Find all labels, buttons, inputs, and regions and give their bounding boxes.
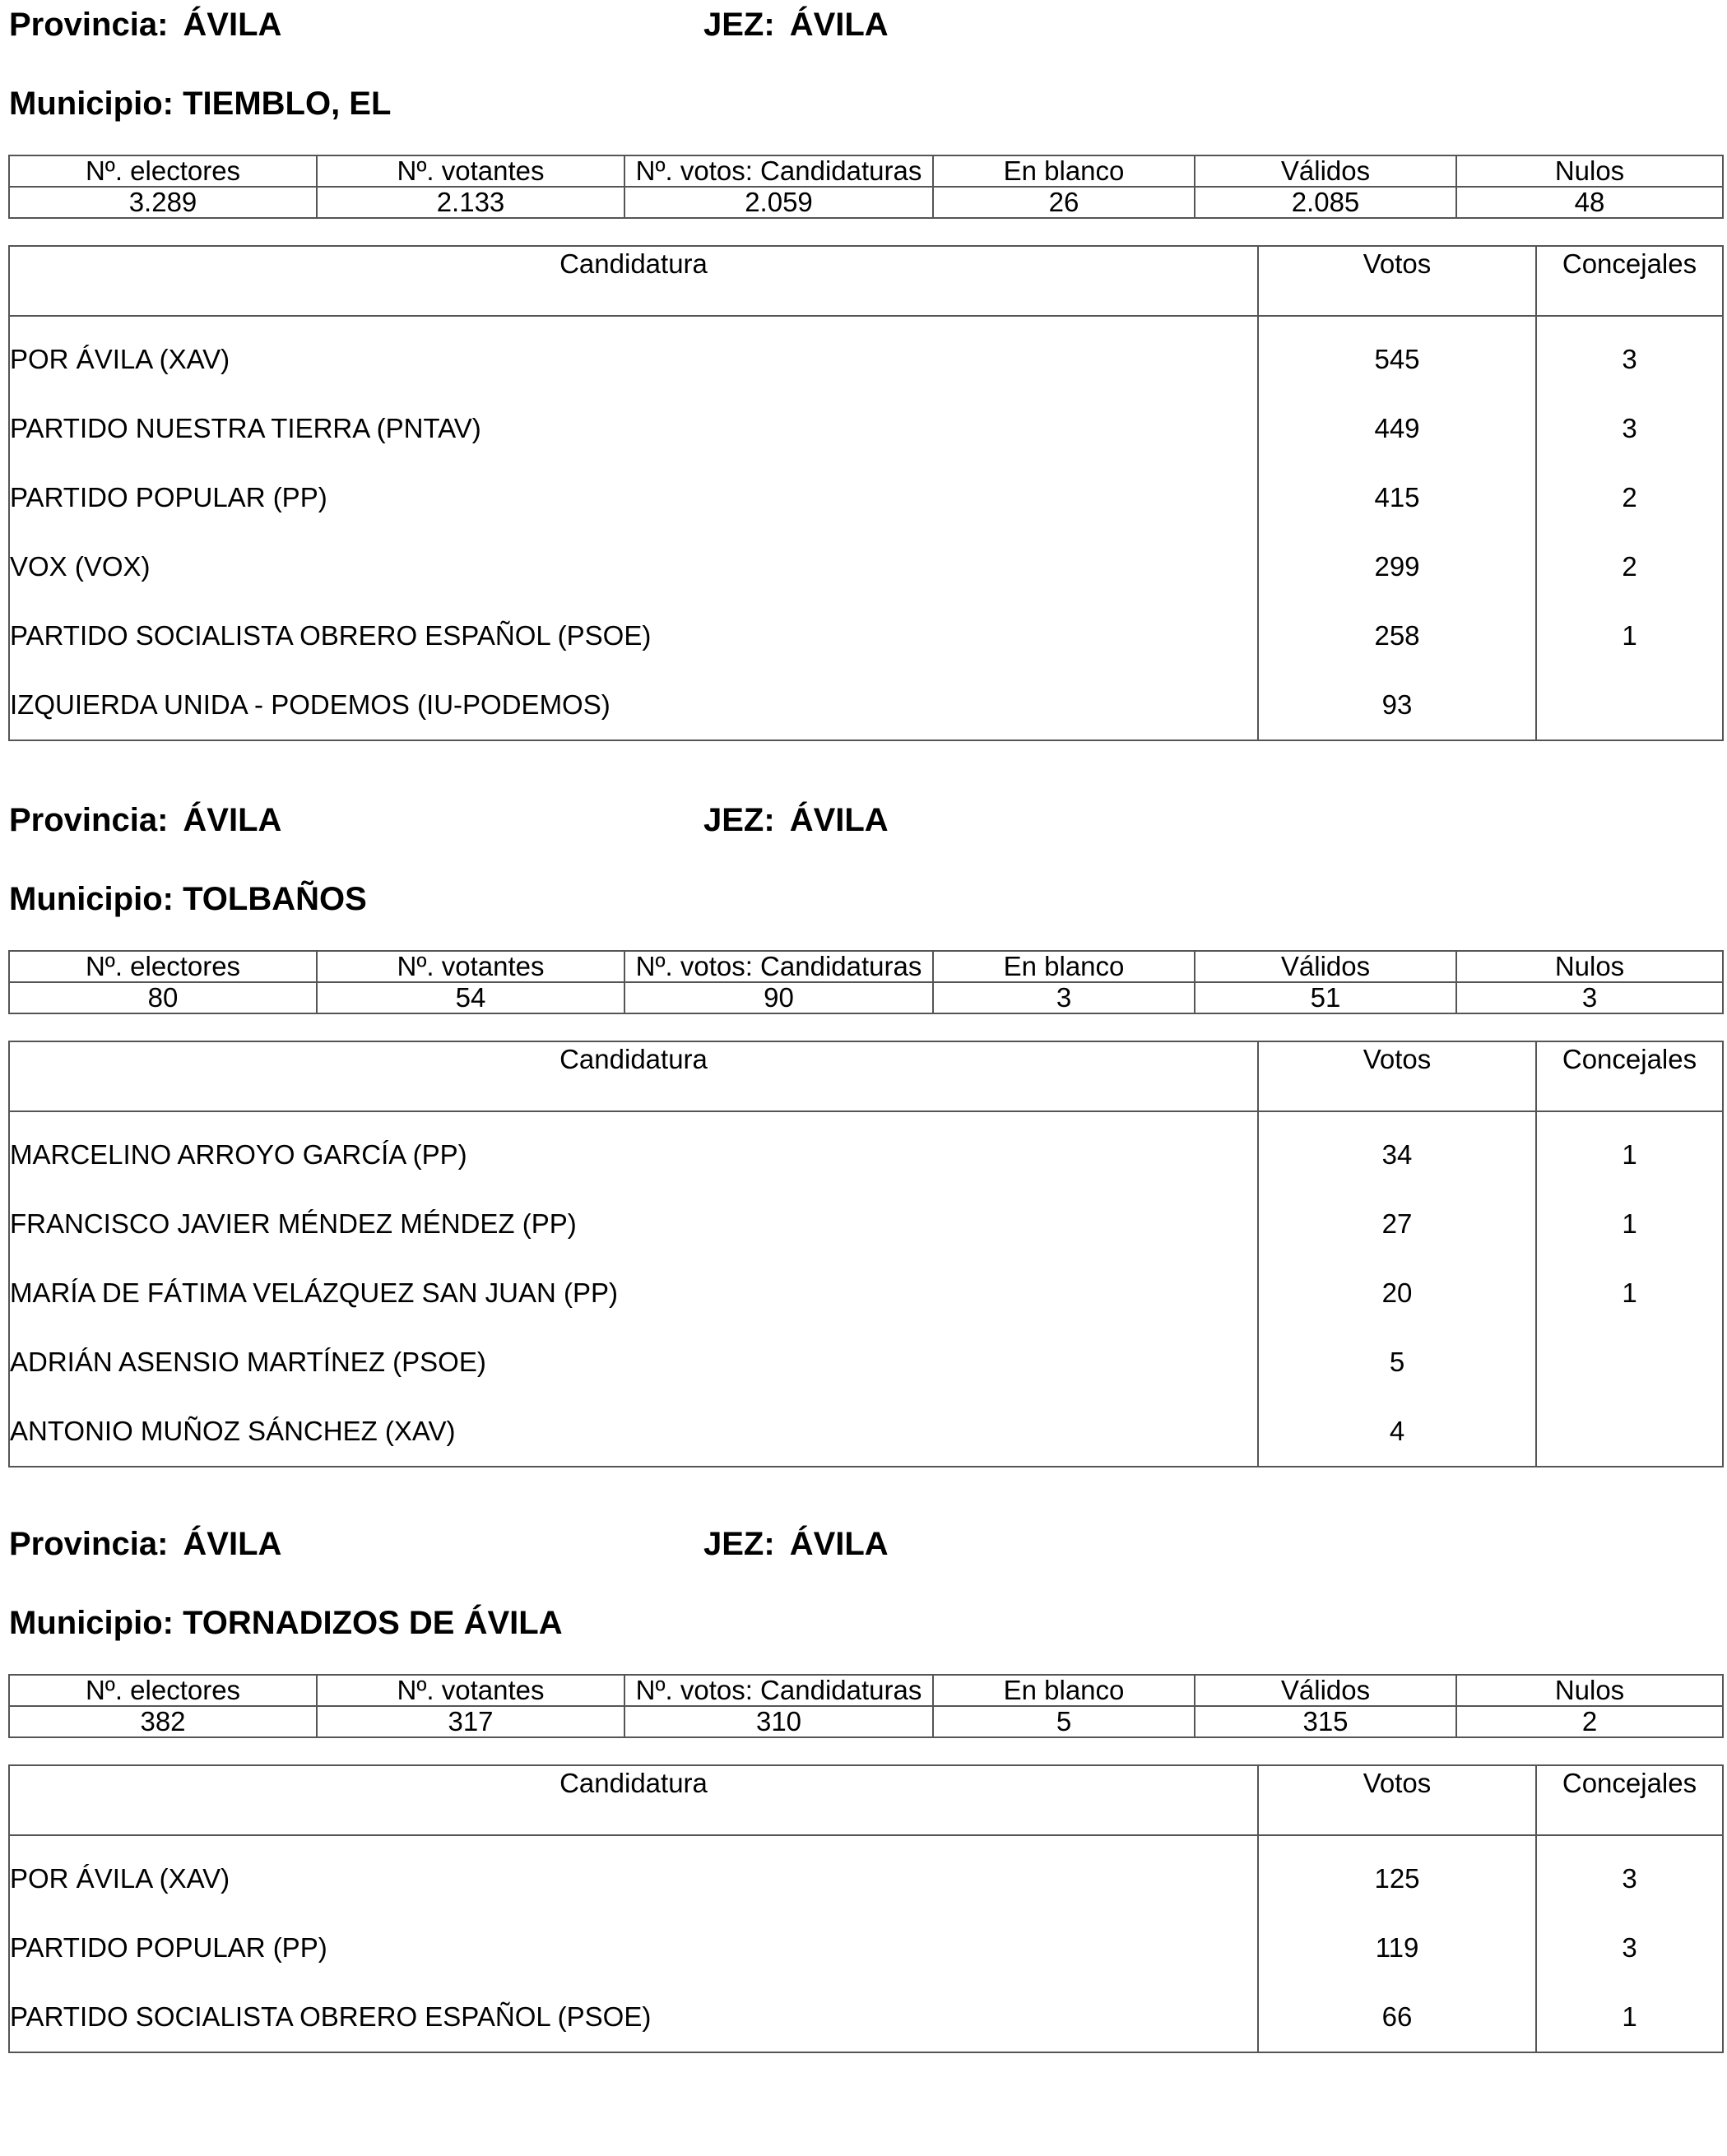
summary-value-row (9, 1706, 1723, 1737)
jez-line (703, 7, 889, 44)
candidatura-name: ADRIÁN ASENSIO MARTÍNEZ (PSOE) (9, 1328, 1258, 1397)
candidatura-name: PARTIDO NUESTRA TIERRA (PNTAV) (9, 394, 1258, 463)
votos-value: 20 (1258, 1259, 1536, 1328)
municipio-label: Municipio: (9, 881, 174, 917)
table-row (9, 670, 1723, 740)
candidatura-header: Candidatura (9, 1765, 1258, 1835)
summary-header: Nulos (1456, 155, 1723, 187)
summary-value: 26 (933, 187, 1195, 218)
concejales-value: 1 (1536, 1120, 1723, 1189)
concejales-value: 2 (1536, 532, 1723, 601)
candidaturas-header-row (9, 1765, 1723, 1835)
votos-value: 299 (1258, 532, 1536, 601)
summary-header: En blanco (933, 155, 1195, 187)
municipio-title (9, 881, 367, 918)
table-row (9, 532, 1723, 601)
summary-header-row (9, 951, 1723, 982)
summary-table (8, 155, 1724, 219)
concejales-header: Concejales (1536, 1765, 1723, 1835)
table-row (9, 1913, 1723, 1982)
summary-value: 3 (933, 982, 1195, 1013)
votos-header: Votos (1258, 1041, 1536, 1111)
concejales-value (1536, 670, 1723, 740)
summary-header: Nº. votantes (317, 155, 624, 187)
concejales-value (1536, 1397, 1723, 1467)
provincia-label: Provincia: (9, 1526, 169, 1562)
table-row (9, 394, 1723, 463)
votos-value: 125 (1258, 1844, 1536, 1913)
summary-value: 2 (1456, 1706, 1723, 1737)
provincia-label: Provincia: (9, 802, 169, 838)
jez-line (703, 802, 889, 839)
summary-value-row (9, 982, 1723, 1013)
table-row (9, 601, 1723, 670)
summary-header: Nº. votos: Candidaturas (624, 951, 933, 982)
concejales-value: 3 (1536, 394, 1723, 463)
summary-header: En blanco (933, 1675, 1195, 1706)
summary-value: 2.059 (624, 187, 933, 218)
votos-value: 4 (1258, 1397, 1536, 1467)
candidatura-name: PARTIDO SOCIALISTA OBRERO ESPAÑOL (PSOE) (9, 1982, 1258, 2052)
provincia-value: ÁVILA (183, 7, 282, 43)
concejales-value: 1 (1536, 1189, 1723, 1259)
concejales-value: 3 (1536, 1844, 1723, 1913)
summary-header: Nulos (1456, 951, 1723, 982)
summary-header: Nº. votos: Candidaturas (624, 155, 933, 187)
candidatura-name: PARTIDO POPULAR (PP) (9, 463, 1258, 532)
votos-header: Votos (1258, 246, 1536, 316)
table-row (9, 1397, 1723, 1467)
table-row (9, 463, 1723, 532)
municipio-label: Municipio: (9, 86, 174, 122)
summary-value-row (9, 187, 1723, 218)
jez-value: ÁVILA (789, 7, 889, 43)
votos-value: 66 (1258, 1982, 1536, 2052)
candidaturas-header-row (9, 246, 1723, 316)
votos-value: 27 (1258, 1189, 1536, 1259)
table-row (9, 1982, 1723, 2052)
summary-value: 315 (1195, 1706, 1456, 1737)
summary-header: Válidos (1195, 1675, 1456, 1706)
votos-value: 5 (1258, 1328, 1536, 1397)
candidatura-name: POR ÁVILA (XAV) (9, 325, 1258, 394)
concejales-value: 3 (1536, 1913, 1723, 1982)
summary-header: Nº. electores (9, 951, 317, 982)
table-row (9, 1844, 1723, 1913)
votos-value: 34 (1258, 1120, 1536, 1189)
candidatura-name: POR ÁVILA (XAV) (9, 1844, 1258, 1913)
concejales-value: 2 (1536, 463, 1723, 532)
table-row (9, 1259, 1723, 1328)
summary-header: Nulos (1456, 1675, 1723, 1706)
municipio-value: TOLBAÑOS (183, 881, 367, 917)
summary-header: Nº. electores (9, 1675, 317, 1706)
candidaturas-table (8, 245, 1724, 741)
provincia-label: Provincia: (9, 7, 169, 43)
candidatura-name: MARCELINO ARROYO GARCÍA (PP) (9, 1120, 1258, 1189)
provincia-value: ÁVILA (183, 802, 282, 838)
table-row (9, 1120, 1723, 1189)
concejales-header: Concejales (1536, 246, 1723, 316)
summary-value: 80 (9, 982, 317, 1013)
concejales-value: 1 (1536, 601, 1723, 670)
summary-header: Nº. votantes (317, 1675, 624, 1706)
candidatura-name: ANTONIO MUÑOZ SÁNCHEZ (XAV) (9, 1397, 1258, 1467)
jez-label: JEZ: (703, 802, 775, 838)
jez-label: JEZ: (703, 1526, 775, 1562)
summary-header: Válidos (1195, 951, 1456, 982)
candidaturas-table (8, 1764, 1724, 2053)
jez-label: JEZ: (703, 7, 775, 43)
summary-value: 90 (624, 982, 933, 1013)
summary-header: En blanco (933, 951, 1195, 982)
concejales-header: Concejales (1536, 1041, 1723, 1111)
provincia-value: ÁVILA (183, 1526, 282, 1562)
municipio-value: TORNADIZOS DE ÁVILA (183, 1605, 563, 1641)
summary-value: 48 (1456, 187, 1723, 218)
municipio-title (9, 86, 391, 123)
summary-value: 2.085 (1195, 187, 1456, 218)
concejales-value (1536, 1328, 1723, 1397)
candidaturas-header-row (9, 1041, 1723, 1111)
concejales-value: 1 (1536, 1982, 1723, 2052)
summary-value: 51 (1195, 982, 1456, 1013)
summary-value: 310 (624, 1706, 933, 1737)
votos-value: 258 (1258, 601, 1536, 670)
municipio-value: TIEMBLO, EL (183, 86, 392, 122)
municipio-title (9, 1605, 563, 1642)
summary-value: 382 (9, 1706, 317, 1737)
summary-value: 2.133 (317, 187, 624, 218)
summary-header: Nº. electores (9, 155, 317, 187)
candidatura-header: Candidatura (9, 1041, 1258, 1111)
candidatura-header: Candidatura (9, 246, 1258, 316)
candidatura-name: PARTIDO POPULAR (PP) (9, 1913, 1258, 1982)
candidatura-name: IZQUIERDA UNIDA - PODEMOS (IU-PODEMOS) (9, 670, 1258, 740)
provincia-line (9, 7, 281, 44)
candidatura-name: FRANCISCO JAVIER MÉNDEZ MÉNDEZ (PP) (9, 1189, 1258, 1259)
candidatura-name: PARTIDO SOCIALISTA OBRERO ESPAÑOL (PSOE) (9, 601, 1258, 670)
summary-table (8, 950, 1724, 1014)
summary-header-row (9, 155, 1723, 187)
provincia-line (9, 1526, 281, 1563)
table-row (9, 325, 1723, 394)
summary-header-row (9, 1675, 1723, 1706)
summary-value: 54 (317, 982, 624, 1013)
votos-value: 119 (1258, 1913, 1536, 1982)
candidatura-name: MARÍA DE FÁTIMA VELÁZQUEZ SAN JUAN (PP) (9, 1259, 1258, 1328)
votos-value: 449 (1258, 394, 1536, 463)
summary-header: Válidos (1195, 155, 1456, 187)
summary-value: 3.289 (9, 187, 317, 218)
table-row (9, 1189, 1723, 1259)
candidatura-name: VOX (VOX) (9, 532, 1258, 601)
votos-header: Votos (1258, 1765, 1536, 1835)
concejales-value: 3 (1536, 325, 1723, 394)
votos-value: 415 (1258, 463, 1536, 532)
summary-header: Nº. votantes (317, 951, 624, 982)
summary-table (8, 1674, 1724, 1738)
summary-value: 3 (1456, 982, 1723, 1013)
votos-value: 93 (1258, 670, 1536, 740)
candidaturas-table (8, 1041, 1724, 1467)
votos-value: 545 (1258, 325, 1536, 394)
summary-header: Nº. votos: Candidaturas (624, 1675, 933, 1706)
provincia-line (9, 802, 281, 839)
jez-value: ÁVILA (789, 802, 889, 838)
jez-line (703, 1526, 889, 1563)
table-row (9, 1328, 1723, 1397)
concejales-value: 1 (1536, 1259, 1723, 1328)
summary-value: 317 (317, 1706, 624, 1737)
summary-value: 5 (933, 1706, 1195, 1737)
jez-value: ÁVILA (789, 1526, 889, 1562)
municipio-label: Municipio: (9, 1605, 174, 1641)
